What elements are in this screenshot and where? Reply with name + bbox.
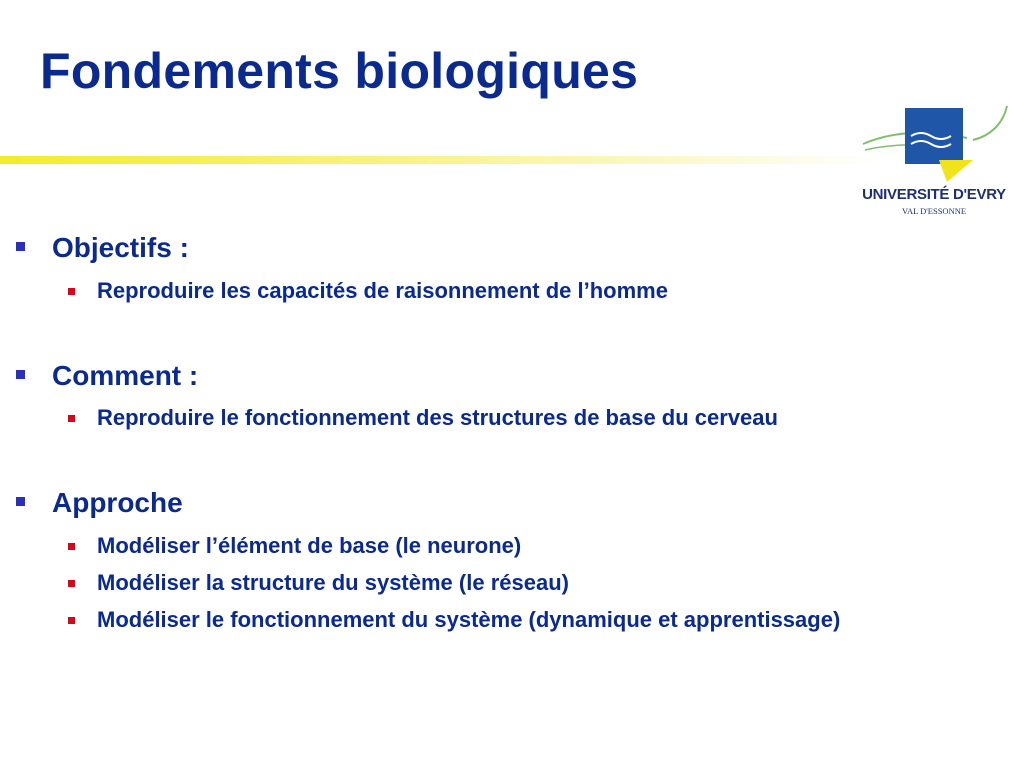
- square-bullet-icon: [68, 580, 75, 587]
- bullet-heading: Approche: [52, 487, 183, 518]
- square-bullet-icon: [68, 415, 75, 422]
- square-bullet-icon: [16, 370, 25, 379]
- logo-university-name: UNIVERSITÉ D'EVRY: [862, 186, 1006, 203]
- square-bullet-icon: [68, 288, 75, 295]
- logo-subtitle: VAL D'ESSONNE: [901, 206, 967, 216]
- sub-bullet: [97, 568, 997, 598]
- logo-emblem-icon: [855, 100, 1015, 190]
- sub-bullet: [97, 403, 997, 433]
- bullet-heading: Comment :: [52, 360, 199, 391]
- sub-bullet-text: Modéliser le fonctionnement du système (dynamique et apprentissage): [97, 607, 841, 632]
- sub-bullet-text: Modéliser l’élément de base (le neurone): [97, 533, 522, 558]
- title-underline: [0, 156, 880, 164]
- square-bullet-icon: [16, 497, 25, 506]
- bullet-comment: [52, 360, 198, 392]
- bullet-heading: Objectifs :: [52, 232, 189, 263]
- sub-bullet: [97, 531, 997, 561]
- square-bullet-icon: [68, 617, 75, 624]
- sub-bullet: [97, 605, 877, 635]
- sub-bullet-text: Reproduire les capacités de raisonnement de l’homme: [97, 278, 668, 303]
- square-bullet-icon: [68, 543, 75, 550]
- square-bullet-icon: [16, 242, 25, 251]
- sub-bullet: [97, 276, 997, 306]
- sub-bullet-text: Modéliser la structure du système (le réseau): [97, 570, 569, 595]
- university-logo: [855, 100, 1015, 230]
- sub-bullet-text: Reproduire le fonctionnement des structures de base du cerveau: [97, 405, 778, 430]
- slide-title: Fondements biologiques: [40, 43, 639, 99]
- bullet-approche: [52, 487, 183, 519]
- bullet-objectifs: [52, 232, 189, 264]
